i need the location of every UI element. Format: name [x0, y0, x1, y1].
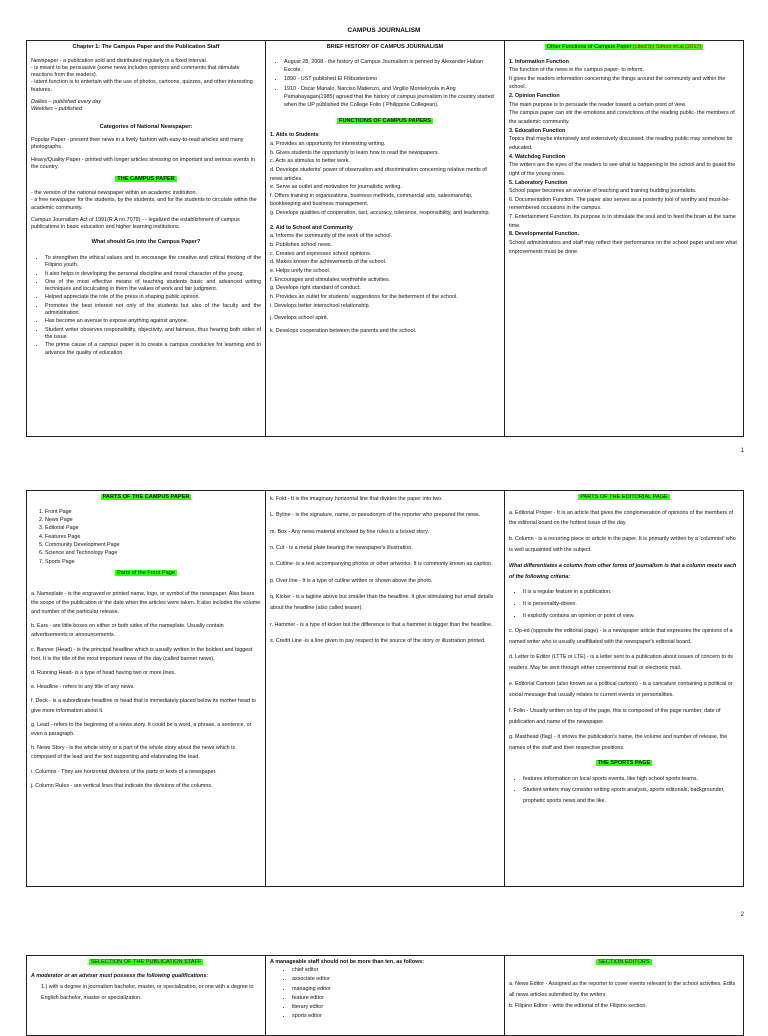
item-h: h. News Story - is the whole story or a part of the whole story about the news which is composed of the lead and the text supporting and elaborating the lead.: [31, 745, 236, 761]
news-editor: a. News Editor - Assigned as the reporter to cover events relevant to the school activities. Edits all news articles submitted by the writers: [509, 980, 736, 998]
list-item: • Student writer observes responsibility, objectivity, and fairness, thus hearing both sides of the issue.: [45, 327, 261, 342]
list-item: 3. Editorial Page: [45, 524, 261, 532]
list-item: It gives the readers information concerning the things around the community and within the school.: [509, 75, 726, 91]
list-item: • feature editor: [292, 994, 500, 1002]
aids-school-title: 2. Aid to School and Community: [270, 224, 353, 231]
newspaper-l3: - latent function is to entertain with the use of photos, cartoons, quizzes, and other interesting features.: [31, 79, 253, 93]
page2-table: [26, 490, 744, 887]
criteria-list: [509, 587, 739, 621]
list-item: Topics that maybe intensively and extensively discussed, the reading public may somehow be educated.: [509, 136, 733, 151]
list-item: • managing editor: [292, 985, 500, 993]
list-item: 6. Documentation Function. The paper also serves as a posterity tool of worthy and must-be-remembered occasions in the campus.: [509, 196, 731, 212]
section-editors-header: SECTION EDITORS: [598, 959, 650, 965]
weeklies: Weeklies – published: [31, 106, 82, 113]
item-c: c. Banner (Head) - is the principal headline which is usually written in the boldest and biggest font. It is the title of the most important news of the day (called banner news).: [31, 646, 253, 662]
list-item: 6. Science and Technology Page: [45, 549, 261, 557]
list-item: k. Develops cooperation between the parents and the school.: [270, 327, 417, 334]
list-item: 8. Developmental Function.: [509, 231, 580, 238]
newspaper-def: Newspaper - a publication sold and distributed regularly in a fixed interval.: [31, 57, 208, 64]
page1-col3: [505, 41, 744, 437]
editorial-e: e. Editorial Cartoon (also known as a political cartoon) - is a caricature containing a political or social message that usually relates to current events or personalities.: [509, 681, 733, 698]
list-item: i. Develops better interschool relationship.: [270, 302, 371, 309]
list-item: The writers are the eyes of the readers to see what is happening in the school and to guard the right of the young ones.: [509, 162, 736, 177]
item-d: d. Running Head- is a type of head having two or more lines.: [31, 670, 176, 677]
editorial-b: b. Column - is a recurring piece or article in the paper. It is primarily written by a 'columnist' who is well acquainted with the subject.: [509, 536, 736, 553]
list-item: a. Provides an opportunity for interesting writing.: [270, 140, 386, 147]
page-number-1: 1: [740, 448, 744, 454]
editorial-f: f. Folio - Usually written on top of the page, this is composed of the page number, date of publication and name of the newspaper.: [509, 707, 721, 725]
dailies: Dailies – published every day: [31, 99, 102, 106]
list-item: f. Encourages and stimulates worthwhile activities.: [270, 276, 391, 283]
parts-header: PARTS OF THE CAMPUS PAPER: [102, 494, 190, 500]
editorial-header: PARTS OF THE EDITORIAL PAGE: [580, 494, 668, 500]
page1-table: [26, 40, 744, 437]
list-item: School paper becomes an avenue of teaching and training budding journalists.: [509, 188, 697, 195]
functions-title: FUNCTIONS OF CAMPUS PAPERS: [339, 117, 431, 124]
list-item: • It is personality-driven.: [523, 599, 739, 610]
list-item: • The prime cause of a campus paper is to create a campus conducive for learning and to advance the quality of education.: [45, 342, 261, 357]
list-item: • Student writers may consider writing sports analysis, sports editorials, backgrounder, prophetic sports news and the like.: [523, 785, 739, 807]
list-item: g. Develops right standard of conduct.: [270, 285, 361, 292]
list-item: • To strengthen the ethical values and to encourage the creative and critical thinking of the Filipino youth.: [45, 255, 261, 270]
list-item: 3. Education Function: [509, 127, 566, 134]
categories-title: Categories of National Newspaper:: [99, 123, 193, 130]
criteria-title: What differentiates a column from other forms of journalism is that a column meets each of the following criteria:: [509, 562, 737, 580]
staff-list: [270, 966, 500, 1020]
staff-intro: A manageable staff should not be more than ten, as follows:: [270, 959, 425, 965]
item-a: a. Nameplate - is the engraved or printed name, logo, or symbol of the newspaper. Also bears the scope of the publication or the date when the articles were taken. It also includes the volume and number of the particular release.: [31, 590, 261, 616]
chapter-header: Chapter 1: The Campus Paper and the Publication Staff: [72, 44, 220, 50]
list-item: • 1890 - UST published El Filibusterismo: [284, 75, 500, 83]
list-item: 7. Entertainment Function. Its purpose is to stimulate the soul and to feed the brain at the same time.: [509, 214, 736, 229]
list-item: • associate editor: [292, 975, 500, 983]
page2-col2: [266, 491, 505, 887]
popular-paper: Popular Paper - present their news in a lively fashion with easy-to-read articles and many photographs.: [31, 137, 244, 151]
item-b: b. Ears - are little boxes on either or both sides of the nameplate. Usually contain advertisements or announcements.: [31, 623, 224, 639]
selection-header: SELECTION OF THE PUBLICATION STAFF: [90, 959, 202, 965]
item-q: q. Kicker - is a tagline above but smaller than the headline. It give stimulating but small details about the headline (also called teaser).: [270, 594, 494, 612]
list-item: 2. Opinion Function: [509, 93, 560, 100]
front-page-title: Parts of the Front Page: [117, 570, 175, 577]
list-item: • Has become an avenue to expose anything against anyone.: [45, 318, 261, 325]
editorial-a: a. Editorial Proper - It is an article that gives the conglomeration of opinions of the members of the editorial board on the hottest issue of the day.: [509, 509, 734, 527]
item-m: m. Box - Any news material enclosed by line rules is a boxed story.: [270, 528, 429, 535]
other-functions-title: Other Functions of Campus Paper: [546, 44, 632, 50]
history-header: BRIEF HISTORY OF CAMPUS JOURNALISM: [326, 44, 444, 50]
list-item: 1. Front Page: [45, 508, 261, 516]
what-title: What should Go into the Campus Paper?: [91, 239, 201, 246]
page1-col1: [27, 41, 266, 437]
list-item: d. Develops students' power of observation and discrimination concerning relative merits of news articles.: [270, 166, 487, 182]
list-item: 1. Information Function: [509, 58, 569, 65]
list-item: • literary editor: [292, 1003, 500, 1011]
item-l: L. Byline - is the signature, name, or pseudonym of the reporter who prepared the news.: [270, 512, 481, 519]
selection-q1: 1.) with a degree in journalism bachelor, master, or specialization, or one with a degree in English bachelor, master or specialization.: [41, 983, 254, 1002]
list-item: • 1910 - Oscar Manalo, Narciso Matienzo, and Virgilio Monteloyola in Ang Pamahayagan(1985) agrued that the history of campus journalism in the country started when the UP published the College Folio ( Philippine Collegean).: [284, 85, 500, 110]
list-item: • It is a regular feature in a publication.: [523, 587, 739, 598]
list-item: 4. Features Page: [45, 533, 261, 541]
editorial-c: c. Op-ed (opposite the editorial page) - is a newspaper article that expresses the opinions of a named writer who is usually unaffiliated with the newspaper's editorial board.: [509, 627, 733, 645]
item-g: g. Lead - refers to the beginning of a news story. It could be a word, a phrase, a sentence, or even a paragraph.: [31, 721, 252, 737]
editorial-d: d. Letter to Editor (LTTE or LTE) - is a letter sent to a publication about issues of concern to its readers. May be sent through either conventional mail or electronic mail.: [509, 654, 733, 672]
item-o: o. Cutline- is a text accompanying photos or other artworks. It is commonly known as caption.: [270, 561, 493, 568]
list-item: 5. Community Development Page: [45, 541, 261, 549]
list-item: The main purpose is to persuade the reader toward a certain point of view.: [509, 101, 687, 108]
cp-l2: - a free newspaper for the students, by the students, and for the students to circulate within the academic community.: [31, 197, 257, 211]
list-item: b. Gives students the opportunity to learn how to read the newspapers.: [270, 149, 440, 156]
list-item: c. Acts as stimulus to better work.: [270, 158, 350, 165]
item-r: r. Hammer - is a type of kicker but the difference is that a hammer is bigger than the headline.: [270, 621, 493, 628]
list-item: d. Makes known the achievements of the school.: [270, 259, 387, 266]
item-j: j. Column Rules - are vertical lines that indicate the divisions of the columns.: [31, 782, 213, 789]
campus-paper-title: THE CAMPUS PAPER: [117, 176, 175, 183]
page2-col1: [27, 491, 266, 887]
list-item: 5. Laboratory Function: [509, 179, 568, 186]
item-p: p. Over line - It is a type of cutline written or shown above the photo.: [270, 577, 433, 584]
parts-list: [31, 508, 261, 567]
list-item: e. Serve as outlet and motivation for journalistic writing.: [270, 184, 402, 191]
item-i: i. Columns - They are horizontal divisions of the parts or texts of a newspaper.: [31, 768, 217, 775]
heavy-paper: Heavy/Quality Paper - printed with longer articles stressing on important and serious events in the country.: [31, 156, 255, 171]
list-item: • Helped appreciate the role of the press in shaping public opinion.: [45, 294, 261, 301]
item-n: n. Cut - is a metal plate bearing the newspaper's illustration.: [270, 545, 413, 552]
doc-title: CAMPUS JOURNALISM: [347, 27, 421, 34]
list-item: • One of the most effective means of teaching students basic and advanced writing techniques and inculcating in them the values of work and fair judgment.: [45, 279, 261, 294]
list-item: • It also helps in developing the personal discipline and moral character of the young.: [45, 271, 261, 278]
newspaper-l2: - is meant to be persuasive (some news includes opinions and comments that stimulate reactions from the readers).: [31, 64, 240, 79]
history-list: [270, 58, 500, 110]
list-item: • August 28, 2008 - the history of Campus Journalism is penned by Alexander Haban Escote.: [284, 58, 500, 75]
aids-students-title: 1. Aids to Students: [270, 132, 319, 139]
list-item: The campus paper can stir the emotions and convictions of the reading public- the members of the academic community.: [509, 110, 735, 126]
what-list: [31, 255, 261, 357]
item-f: f. Deck - is a subordinate headline or head that is immediately placed below its mother head to give more information about it.: [31, 698, 257, 714]
list-item: The function of the news in the campus paper- to inform.: [509, 67, 644, 74]
list-item: • features information on local sports events, like high school sports teams.: [523, 774, 739, 785]
page2-col3: [505, 491, 744, 887]
other-functions-cite: (cited by Simon et.al (2017): [633, 44, 702, 50]
filipino-editor: b. Filipino Editor - write the editorial of the Filipino section.: [509, 1003, 647, 1010]
list-item: • sports editor: [292, 1012, 500, 1020]
list-item: f. Offers training in organizations, business methods, commercial arts, salesmanship, bookkeeping and business management.: [270, 192, 473, 208]
list-item: • chief editor: [292, 966, 500, 974]
item-k: k. Fold - It is the imaginary horizontal line that divides the paper into two.: [270, 496, 443, 502]
list-item: j. Develops school spirit.: [270, 315, 329, 322]
list-item: 7. Sports Page: [45, 558, 261, 566]
page-number-2: 2: [740, 912, 744, 918]
editorial-g: g. Masthead (flag) - It shows the publication's name, the volume and number of release, the names of the staff and their respective positions.: [509, 734, 728, 752]
page1-col2: [266, 41, 505, 437]
list-item: g. Develops qualities of cooperation, tact, accuracy, tolerance, responsibility, and leadership.: [270, 210, 491, 217]
list-item: h. Provides an outlet for students' suggestions for the betterment of the school.: [270, 293, 458, 300]
item-s: s. Credit Line -is a line given to pay respect to the source of the story or illustration printed.: [270, 638, 486, 645]
list-item: c. Creates and expresses school opinions.: [270, 250, 372, 257]
list-item: b. Publishes school news.: [270, 242, 333, 249]
sports-list: [509, 774, 739, 807]
list-item: • Promotes the best interest not only of the students but also of the faculty and the administration.: [45, 303, 261, 318]
item-e: e. Headline - refers to any title of any news.: [31, 684, 135, 691]
list-item: 4. Watchdog Function: [509, 153, 566, 160]
list-item: • It explicitly contains an opinion or point of view.: [523, 611, 739, 622]
selection-intro: A moderator or an adviser must possess the following qualifications:: [31, 972, 209, 979]
sports-title: THE SPORTS PAGE: [597, 759, 651, 766]
campus-act: Campus Journalism Act of 1991(R.A no.7079) - - legalized the establishment of campus publications in basic education and higher learning institutions.: [31, 216, 240, 231]
list-item: e. Helps unify the school.: [270, 267, 331, 274]
list-item: 2. News Page: [45, 516, 261, 524]
list-item: School administrators and staff may reflect their performance on the school paper and see what improvements must be done.: [509, 240, 737, 255]
cp-l1: - the version of the national newspaper within an academic institution.: [31, 189, 198, 196]
list-item: a. Informs the community of the work of the school.: [270, 233, 392, 240]
